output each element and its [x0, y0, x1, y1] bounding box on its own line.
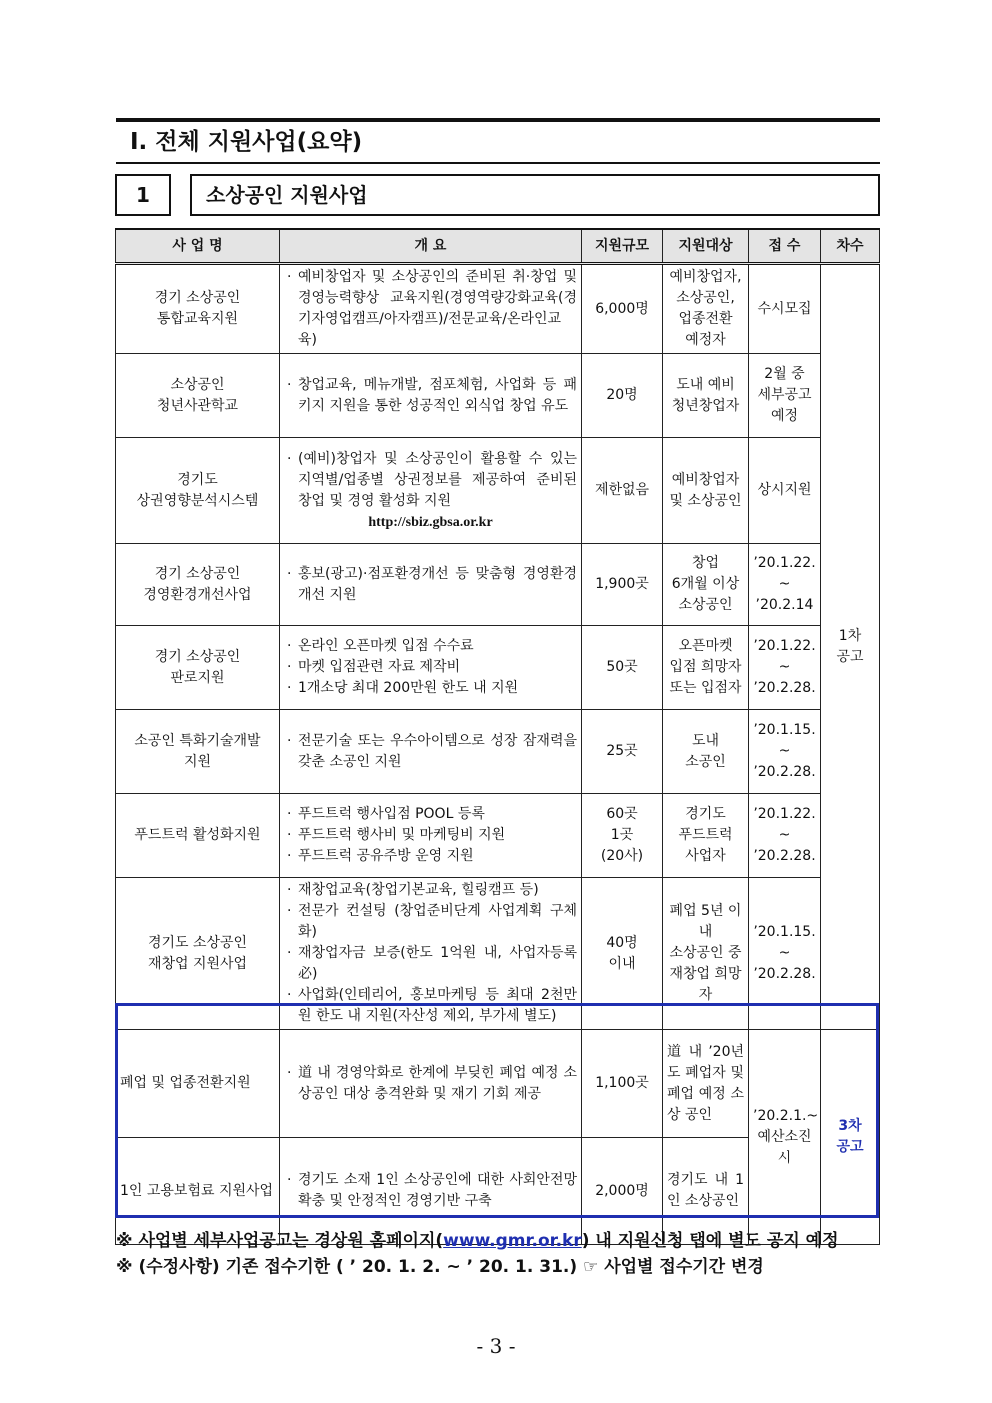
line: 경영환경개선사업 [143, 586, 252, 603]
application-period [749, 794, 821, 878]
program-name [116, 264, 280, 354]
program-name [116, 626, 280, 710]
line: ’20.2.1.~ [753, 1107, 819, 1124]
overview-item: · 재창업교육(창업기본교육, 힐링캠프 등) [298, 880, 577, 901]
system-url[interactable]: http://sbiz.gbsa.or.kr [368, 514, 493, 530]
table-row [116, 710, 880, 794]
support-target [663, 878, 749, 1030]
line: 60곳 [606, 806, 638, 822]
program-overview [280, 544, 582, 626]
support-scale [582, 438, 663, 544]
line: 제한없음 [594, 482, 650, 498]
line: 상권영향분석시스템 [136, 492, 259, 509]
line: 사업자 [685, 848, 726, 864]
program-overview [280, 794, 582, 878]
line: 지원 [183, 753, 212, 770]
program-name [116, 1030, 280, 1138]
line: ~ [778, 576, 791, 592]
program-name [116, 544, 280, 626]
line: 및 소상공인 [669, 492, 742, 509]
line: 道 내 ’20년 도 폐업자 및 폐업 예정 소상 공인 [667, 1043, 744, 1123]
line: 통합교육지원 [156, 311, 239, 327]
support-target [663, 264, 749, 354]
overview-item: · 온라인 오픈마켓 입점 수수료 [298, 636, 577, 657]
line: ~ [778, 827, 791, 843]
application-period [749, 878, 821, 1030]
overview-item: · 경기도 소재 1인 소상공인에 대한 사회안전망 확충 및 안정적인 경영기반 구축 [298, 1170, 577, 1212]
line: 또는 입점자 [669, 680, 742, 696]
support-target [663, 1030, 749, 1138]
line: 3차 [838, 1118, 862, 1134]
line: 판로지원 [170, 669, 225, 686]
program-overview [280, 710, 582, 794]
line: 2월 중 [764, 366, 805, 382]
table-row [116, 794, 880, 878]
line: 경기 소상공인 [154, 290, 241, 306]
support-scale [582, 1030, 663, 1138]
line: 폐업 5년 이내 [669, 903, 742, 940]
overview-item: · 창업교육, 메뉴개발, 점포체험, 사업화 등 패키지 지원을 통한 성공적인 외식업 창업 유도 [298, 375, 577, 417]
application-period [749, 544, 821, 626]
application-period [749, 438, 821, 544]
overview-item: · 푸드트럭 공유주방 운영 지원 [298, 846, 577, 867]
line: ’20.2.14 [755, 597, 814, 613]
line: 경기도 소상공인 [147, 934, 248, 951]
line: 푸드트럭 활성화지원 [134, 827, 261, 843]
line: 20명 [606, 387, 638, 403]
line: 도내 [691, 732, 720, 749]
round-first [821, 264, 880, 1030]
program-overview [280, 1030, 582, 1138]
table-row [116, 544, 880, 626]
support-program-table [115, 228, 880, 1245]
line: 세부공고 [757, 387, 812, 403]
line: 폐업 및 업종전환지원 [120, 1075, 251, 1091]
program-name [116, 878, 280, 1030]
line: 이내 [608, 955, 636, 972]
chapter-heading: Ⅰ. 전체 지원사업(요약) [116, 118, 880, 164]
note-revision: ※ (수정사항) 기존 접수기한 ( ’ 20. 1. 2. ~ ’ 20. 1. 31.) ☞ 사업별 접수기간 변경 [116, 1257, 764, 1277]
line: 50곳 [606, 659, 638, 675]
header-period: 접 수 [749, 229, 821, 264]
application-period [749, 354, 821, 438]
overview-item: · 전문기술 또는 우수아이템으로 성장 잠재력을 갖춘 소공인 지원 [298, 731, 577, 773]
support-scale [582, 794, 663, 878]
line: 경기도 [685, 806, 726, 822]
line: (20사) [600, 848, 644, 864]
line: 재창업 지원사업 [147, 955, 248, 972]
overview-item: · 푸드트럭 행사비 및 마케팅비 지원 [298, 825, 577, 846]
table-row [116, 438, 880, 544]
line: 40명 [606, 934, 638, 951]
program-overview [280, 878, 582, 1030]
line: 공고 [836, 1139, 864, 1155]
table-row [116, 264, 880, 354]
support-scale [582, 626, 663, 710]
support-scale [582, 878, 663, 1030]
line: 경기 소상공인 [154, 648, 241, 665]
program-overview [280, 438, 582, 544]
overview-item: · 사업화(인테리어, 홍보마케팅 등 최대 2천만원 한도 내 지원(자산성 제외, 부가세 별도) [298, 985, 577, 1027]
line: 수시모집 [757, 300, 812, 317]
overview-item: · 1개소당 최대 200만원 한도 내 지원 [298, 678, 577, 699]
support-scale [582, 544, 663, 626]
header-round: 차수 [821, 229, 880, 264]
note-homepage [116, 1226, 839, 1251]
overview-item: · 예비창업자 및 소상공인의 준비된 취·창업 및 경영능력향상 교육지원(경영역량강화교육(경기자영업캠프/아자캠프)/전문교육/온라인교육) [298, 267, 577, 351]
note-homepage-suffix: ) 내 지원신청 탭에 별도 공지 예정 [581, 1231, 839, 1251]
homepage-link[interactable]: www.gmr.or.kr [443, 1231, 582, 1251]
overview-item: · 푸드트럭 행사입점 POOL 등록 [298, 804, 577, 825]
program-overview [280, 264, 582, 354]
support-scale [582, 354, 663, 438]
line: 공고 [836, 649, 864, 665]
line: 6개월 이상 [671, 576, 740, 592]
support-target [663, 544, 749, 626]
line: 예비창업자, [669, 269, 742, 285]
overview-item: · 재창업자금 보증(한도 1억원 내, 사업자등록 必) [298, 943, 577, 985]
line: 도내 예비 [676, 376, 735, 393]
overview-item: · 道 내 경영악화로 한계에 부딪힌 폐업 예정 소상공인 대상 충격완화 및 재기 기회 제공 [298, 1063, 577, 1105]
overview-item: · 전문가 컨설팅 (창업준비단계 사업계획 구체화) [298, 901, 577, 943]
program-name [116, 438, 280, 544]
line: 청년창업자 [671, 397, 740, 414]
line: ’20.1.15. [753, 924, 816, 940]
line: ’20.2.28. [753, 764, 816, 780]
line: 6,000명 [595, 300, 649, 317]
note-homepage-prefix: ※ 사업별 세부사업공고는 경상원 홈페이지( [116, 1231, 444, 1251]
support-target [663, 626, 749, 710]
program-overview [280, 354, 582, 438]
line: 재창업 희망자 [669, 966, 742, 1003]
line: 2,000명 [595, 1182, 649, 1199]
line: 경기도 [177, 471, 218, 488]
overview-item: · 홍보(광고)·점포환경개선 등 맞춤형 경영환경 개선 지원 [298, 564, 577, 606]
line: 예정 [770, 408, 799, 424]
line: 창업 [691, 555, 720, 571]
table-row [116, 878, 880, 1030]
line: 소상공인, [676, 290, 735, 306]
line: ’20.2.28. [753, 966, 816, 982]
line: 1차 [838, 628, 862, 644]
overview-item: · (예비)창업자 및 소상공인이 활용할 수 있는 지역별/업종별 상권정보를 제공하여 준비된 창업 및 경영 활성화 지원 [298, 449, 577, 512]
support-scale [582, 710, 663, 794]
program-name [116, 794, 280, 878]
program-overview [280, 626, 582, 710]
line: 예정자 [685, 332, 726, 348]
header-scale: 지원규모 [582, 229, 663, 264]
overview-item: · 마켓 입점관련 자료 제작비 [298, 657, 577, 678]
line: 1곳 [610, 827, 634, 843]
line: 1,100곳 [595, 1075, 649, 1091]
support-target [663, 794, 749, 878]
application-period [749, 626, 821, 710]
header-overview: 개 요 [280, 229, 582, 264]
line: ~ [778, 659, 791, 675]
application-period [749, 710, 821, 794]
line: 입점 희망자 [669, 659, 742, 675]
line: ’20.1.15. [753, 722, 816, 738]
line: 1인 고용보험료 지원사업 [120, 1182, 274, 1199]
line: 경기 소상공인 [154, 565, 241, 582]
line: 푸드트럭 [678, 827, 733, 843]
line: 소상공인 [678, 597, 733, 613]
line: ’20.1.22. [753, 555, 816, 571]
line: 1,900곳 [595, 576, 649, 592]
line: 예비창업자 [671, 471, 740, 488]
program-name [116, 710, 280, 794]
line: 소공인 특화기술개발 [134, 732, 261, 749]
line: 업종전환 [678, 311, 733, 327]
line: ’20.2.28. [753, 848, 816, 864]
table-row [116, 354, 880, 438]
line: 소상공인 [170, 376, 225, 393]
table-row [116, 1030, 880, 1138]
line: 오픈마켓 [678, 638, 733, 654]
line: ~ [778, 945, 791, 961]
line: ’20.2.28. [753, 680, 816, 696]
program-name [116, 354, 280, 438]
section-number: 1 [115, 174, 171, 216]
header-target: 지원대상 [663, 229, 749, 264]
application-period [749, 1030, 821, 1245]
support-target [663, 438, 749, 544]
line: 소상공인 중 [669, 945, 742, 961]
line: 청년사관학교 [156, 397, 239, 414]
support-target [663, 354, 749, 438]
page-number: - 3 - [476, 1334, 516, 1358]
support-target [663, 710, 749, 794]
application-period [749, 264, 821, 354]
line: 상시지원 [757, 482, 812, 498]
line: 소공인 [685, 753, 726, 770]
round-third [821, 1030, 880, 1245]
support-scale [582, 264, 663, 354]
table-row [116, 626, 880, 710]
line: 25곳 [606, 743, 638, 759]
line: 예산소진시 [757, 1128, 812, 1166]
line: ’20.1.22. [753, 638, 816, 654]
line: ’20.1.22. [753, 806, 816, 822]
header-name: 사 업 명 [116, 229, 280, 264]
line: 경기도 내 1인 소상공인 [667, 1172, 744, 1209]
line: ~ [778, 743, 791, 759]
table-header-row [116, 229, 880, 264]
section-title: 소상공인 지원사업 [190, 174, 880, 216]
